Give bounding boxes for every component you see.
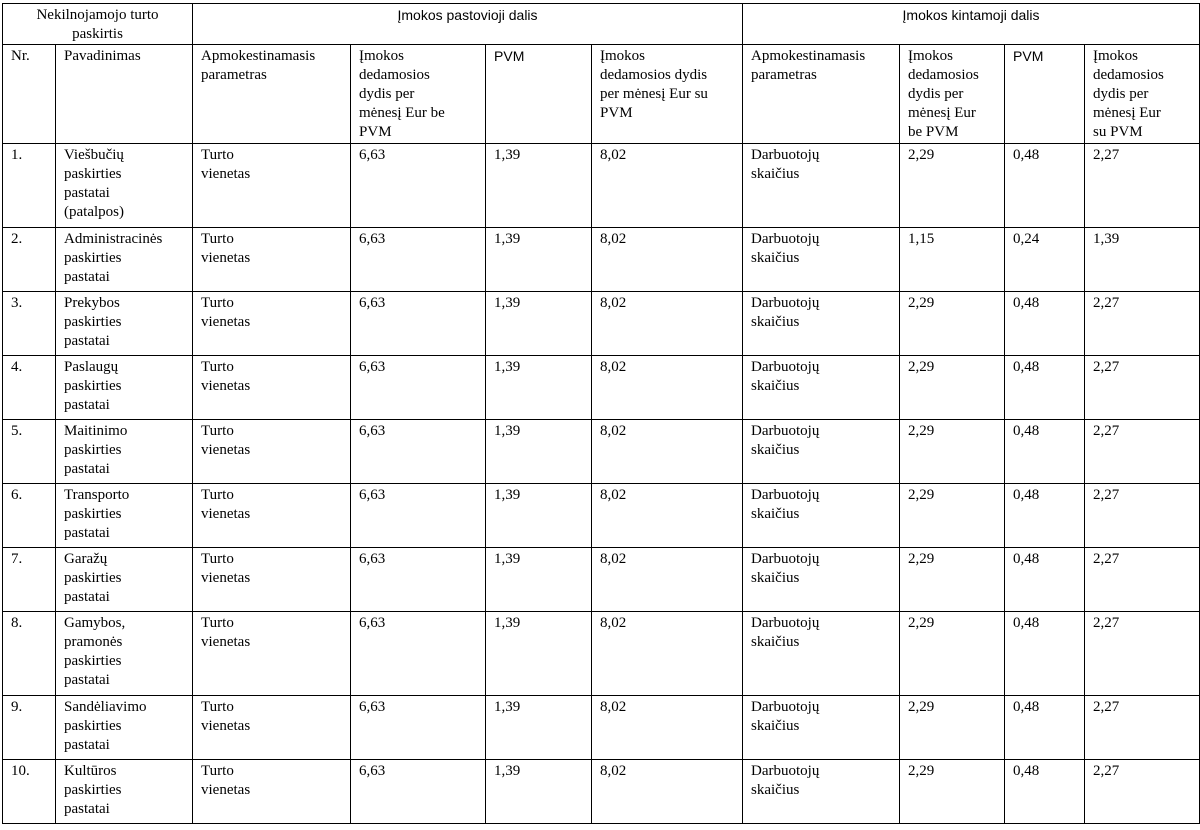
cell-fixed-incl-vat: 8,02 [592, 144, 743, 228]
cell-var-excl-vat: 2,29 [900, 612, 1005, 696]
table-row [3, 356, 1200, 420]
cell-fixed-excl-vat: 6,63 [351, 612, 486, 696]
cell-fixed-param: Turto vienetas [193, 144, 351, 228]
cell-fixed-vat: 1,39 [486, 484, 592, 548]
cell-name: Sandėliavimo paskirties pastatai [56, 696, 193, 760]
cell-name: Administracinės paskirties pastatai [56, 228, 193, 292]
cell-fixed-vat: 1,39 [486, 292, 592, 356]
cell-var-param: Darbuotojų skaičius [743, 484, 900, 548]
cell-fixed-excl-vat: 6,63 [351, 484, 486, 548]
cell-fixed-incl-vat: 8,02 [592, 356, 743, 420]
table-row [3, 292, 1200, 356]
col-name: Pavadinimas [56, 45, 193, 144]
cell-fixed-vat: 1,39 [486, 696, 592, 760]
table-body [3, 4, 1200, 824]
cell-var-excl-vat: 2,29 [900, 760, 1005, 824]
cell-nr: 2. [3, 228, 56, 292]
cell-fixed-incl-vat: 8,02 [592, 760, 743, 824]
cell-var-vat: 0,48 [1005, 548, 1085, 612]
cell-name: Kultūros paskirties pastatai [56, 760, 193, 824]
cell-fixed-excl-vat: 6,63 [351, 292, 486, 356]
cell-var-excl-vat: 2,29 [900, 420, 1005, 484]
cell-var-param: Darbuotojų skaičius [743, 420, 900, 484]
cell-nr: 9. [3, 696, 56, 760]
cell-var-vat: 0,48 [1005, 292, 1085, 356]
cell-var-excl-vat: 2,29 [900, 696, 1005, 760]
cell-fixed-excl-vat: 6,63 [351, 356, 486, 420]
col-fixed-param: Apmokestinamasis parametras [193, 45, 351, 144]
cell-var-vat: 0,48 [1005, 696, 1085, 760]
table-row [3, 144, 1200, 228]
cell-fixed-param: Turto vienetas [193, 696, 351, 760]
cell-fixed-param: Turto vienetas [193, 612, 351, 696]
cell-nr: 4. [3, 356, 56, 420]
cell-var-vat: 0,48 [1005, 144, 1085, 228]
cell-nr: 8. [3, 612, 56, 696]
cell-fixed-incl-vat: 8,02 [592, 612, 743, 696]
col-fixed-incl-vat: Įmokos dedamosios dydis per mėnesį Eur su PVM [592, 45, 743, 144]
cell-fixed-vat: 1,39 [486, 144, 592, 228]
table-row [3, 228, 1200, 292]
cell-var-incl-vat: 2,27 [1085, 292, 1200, 356]
col-var-excl-vat: Įmokos dedamosios dydis per mėnesį Eur be PVM [900, 45, 1005, 144]
header-variable-part: Įmokos kintamoji dalis [743, 4, 1200, 45]
cell-var-excl-vat: 1,15 [900, 228, 1005, 292]
cell-var-incl-vat: 2,27 [1085, 484, 1200, 548]
cell-var-excl-vat: 2,29 [900, 144, 1005, 228]
header-fixed-part: Įmokos pastovioji dalis [193, 4, 743, 45]
cell-name: Transporto paskirties pastatai [56, 484, 193, 548]
cell-fixed-param: Turto vienetas [193, 292, 351, 356]
cell-fixed-excl-vat: 6,63 [351, 548, 486, 612]
cell-var-incl-vat: 2,27 [1085, 612, 1200, 696]
cell-var-excl-vat: 2,29 [900, 292, 1005, 356]
cell-name: Viešbučių paskirties pastatai (patalpos) [56, 144, 193, 228]
cell-var-vat: 0,48 [1005, 356, 1085, 420]
col-var-vat: PVM [1005, 45, 1085, 144]
cell-var-param: Darbuotojų skaičius [743, 292, 900, 356]
cell-var-incl-vat: 2,27 [1085, 696, 1200, 760]
cell-name: Garažų paskirties pastatai [56, 548, 193, 612]
cell-var-incl-vat: 2,27 [1085, 144, 1200, 228]
cell-nr: 6. [3, 484, 56, 548]
cell-fixed-vat: 1,39 [486, 420, 592, 484]
fee-table [2, 3, 1200, 824]
cell-fixed-vat: 1,39 [486, 760, 592, 824]
cell-var-param: Darbuotojų skaičius [743, 356, 900, 420]
cell-fixed-excl-vat: 6,63 [351, 228, 486, 292]
cell-fixed-param: Turto vienetas [193, 420, 351, 484]
table-row [3, 548, 1200, 612]
cell-fixed-excl-vat: 6,63 [351, 420, 486, 484]
cell-name: Prekybos paskirties pastatai [56, 292, 193, 356]
cell-var-param: Darbuotojų skaičius [743, 760, 900, 824]
cell-fixed-incl-vat: 8,02 [592, 548, 743, 612]
cell-fixed-param: Turto vienetas [193, 484, 351, 548]
cell-var-incl-vat: 2,27 [1085, 548, 1200, 612]
cell-nr: 5. [3, 420, 56, 484]
cell-nr: 7. [3, 548, 56, 612]
cell-fixed-param: Turto vienetas [193, 760, 351, 824]
cell-var-vat: 0,48 [1005, 484, 1085, 548]
cell-var-incl-vat: 1,39 [1085, 228, 1200, 292]
group-header-row [3, 4, 1200, 45]
cell-fixed-incl-vat: 8,02 [592, 696, 743, 760]
cell-name: Gamybos, pramonės paskirties pastatai [56, 612, 193, 696]
cell-var-vat: 0,48 [1005, 612, 1085, 696]
table-row [3, 484, 1200, 548]
cell-fixed-incl-vat: 8,02 [592, 228, 743, 292]
col-nr: Nr. [3, 45, 56, 144]
cell-var-incl-vat: 2,27 [1085, 420, 1200, 484]
cell-fixed-incl-vat: 8,02 [592, 420, 743, 484]
cell-var-param: Darbuotojų skaičius [743, 696, 900, 760]
col-var-param: Apmokestinamasis parametras [743, 45, 900, 144]
cell-var-excl-vat: 2,29 [900, 484, 1005, 548]
cell-var-incl-vat: 2,27 [1085, 760, 1200, 824]
table-row [3, 420, 1200, 484]
column-header-row [3, 45, 1200, 144]
table-row [3, 696, 1200, 760]
cell-var-param: Darbuotojų skaičius [743, 548, 900, 612]
col-fixed-vat: PVM [486, 45, 592, 144]
cell-fixed-excl-vat: 6,63 [351, 144, 486, 228]
cell-fixed-param: Turto vienetas [193, 356, 351, 420]
table-row [3, 760, 1200, 824]
cell-fixed-param: Turto vienetas [193, 548, 351, 612]
cell-var-param: Darbuotojų skaičius [743, 144, 900, 228]
cell-var-vat: 0,48 [1005, 420, 1085, 484]
col-fixed-excl-vat: Įmokos dedamosios dydis per mėnesį Eur be PVM [351, 45, 486, 144]
cell-var-param: Darbuotojų skaičius [743, 612, 900, 696]
cell-nr: 1. [3, 144, 56, 228]
cell-fixed-incl-vat: 8,02 [592, 484, 743, 548]
table-row [3, 612, 1200, 696]
cell-var-vat: 0,24 [1005, 228, 1085, 292]
cell-nr: 3. [3, 292, 56, 356]
cell-fixed-excl-vat: 6,63 [351, 696, 486, 760]
cell-fixed-vat: 1,39 [486, 356, 592, 420]
header-property-purpose: Nekilnojamojo turto paskirtis [3, 4, 193, 45]
cell-var-vat: 0,48 [1005, 760, 1085, 824]
cell-var-incl-vat: 2,27 [1085, 356, 1200, 420]
cell-var-param: Darbuotojų skaičius [743, 228, 900, 292]
cell-fixed-vat: 1,39 [486, 228, 592, 292]
cell-nr: 10. [3, 760, 56, 824]
cell-fixed-vat: 1,39 [486, 612, 592, 696]
cell-name: Maitinimo paskirties pastatai [56, 420, 193, 484]
cell-var-excl-vat: 2,29 [900, 356, 1005, 420]
cell-name: Paslaugų paskirties pastatai [56, 356, 193, 420]
cell-var-excl-vat: 2,29 [900, 548, 1005, 612]
cell-fixed-incl-vat: 8,02 [592, 292, 743, 356]
cell-fixed-excl-vat: 6,63 [351, 760, 486, 824]
cell-fixed-vat: 1,39 [486, 548, 592, 612]
cell-fixed-param: Turto vienetas [193, 228, 351, 292]
col-var-incl-vat: Įmokos dedamosios dydis per mėnesį Eur su PVM [1085, 45, 1200, 144]
